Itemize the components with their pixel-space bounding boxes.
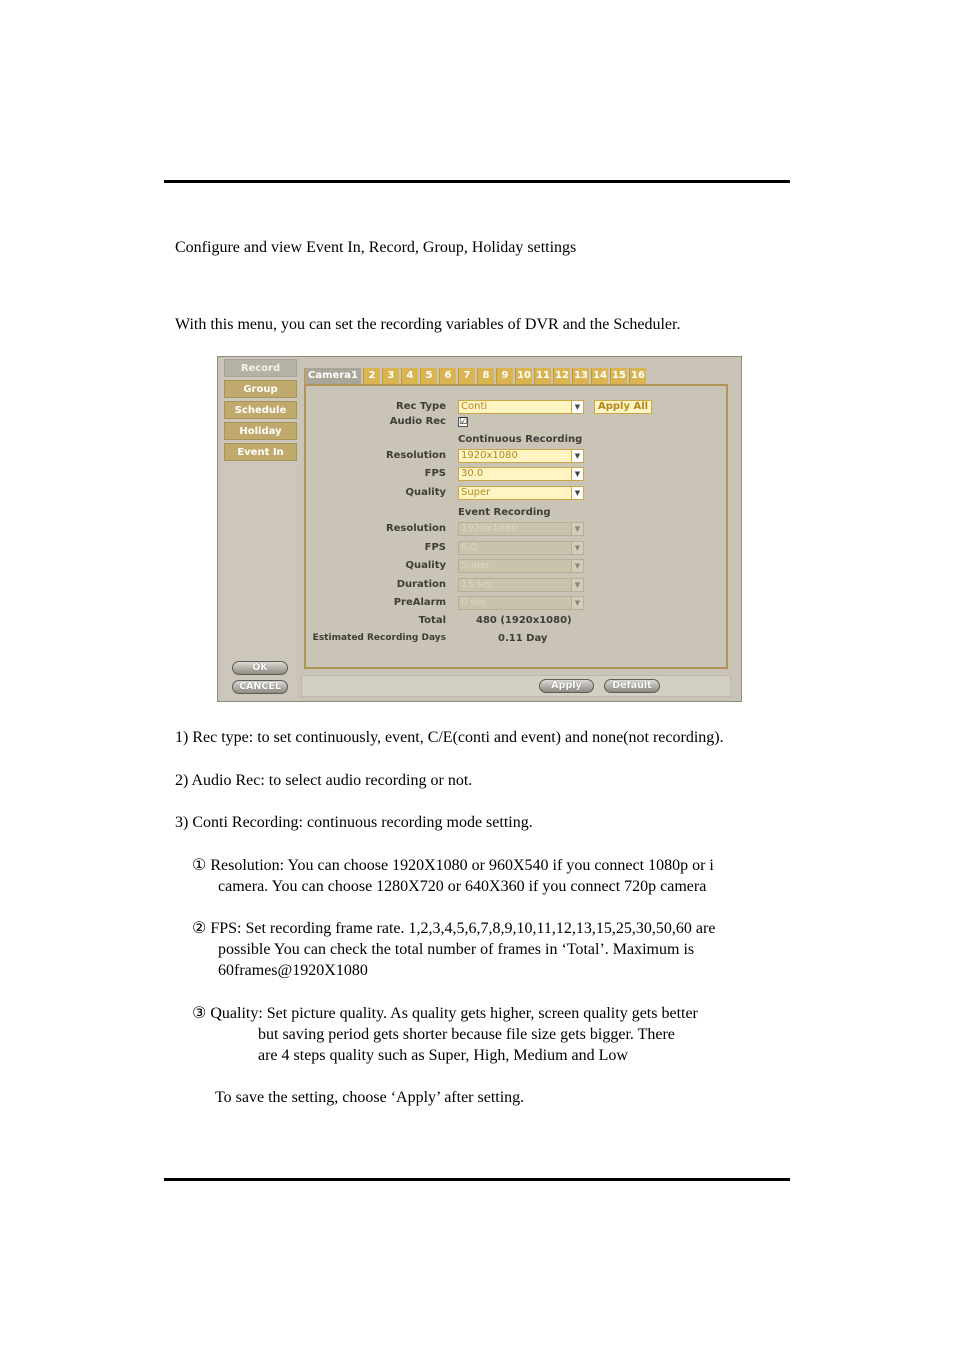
tab-camera-4[interactable]: 4 [401, 368, 418, 384]
resolution-line-2: camera. You can choose 1280X720 or 640X360 if you connect 720p camera [218, 878, 707, 895]
tab-camera-7[interactable]: 7 [458, 368, 475, 384]
event-recording-title: Event Recording [458, 507, 551, 518]
conti-fps-value: 30.0 [461, 468, 484, 479]
record-settings-screenshot [217, 356, 742, 702]
estimated-days-label: Estimated Recording Days [312, 633, 446, 643]
conti-fps-select[interactable] [458, 467, 584, 481]
bottom-rule [164, 1178, 790, 1181]
apply-button[interactable]: Apply [539, 679, 594, 693]
conti-resolution-select[interactable] [458, 449, 584, 463]
bottom-bar [301, 675, 731, 697]
total-label: Total [418, 615, 446, 626]
quality-line-1: ③ Quality: Set picture quality. As quality gets higher, screen quality gets better [192, 1005, 698, 1022]
rec-type-label: Rec Type [396, 401, 446, 412]
top-rule [164, 180, 790, 183]
fps-line-3: 60frames@1920X1080 [218, 962, 368, 979]
chevron-down-icon: ▼ [571, 450, 583, 462]
chevron-down-icon: ▼ [571, 523, 583, 535]
item-rec-type: 1) Rec type: to set continuously, event, C/E(conti and event) and none(not recording). [175, 729, 724, 746]
quality-line-3: are 4 steps quality such as Super, High, Medium and Low [258, 1047, 628, 1064]
intro-text: Configure and view Event In, Record, Group, Holiday settings [175, 239, 577, 256]
prealarm-select [458, 596, 584, 610]
continuous-recording-title: Continuous Recording [458, 434, 583, 445]
audio-rec-checkbox[interactable]: ☑ [459, 417, 468, 427]
fps-line-1: ② FPS: Set recording frame rate. 1,2,3,4,5,6,7,8,9,10,11,12,13,15,25,30,50,60 are [192, 920, 716, 937]
event-fps-value: 6.0 [461, 542, 477, 553]
save-note: To save the setting, choose ‘Apply’ after setting. [215, 1089, 525, 1106]
event-resolution-label: Resolution [385, 523, 446, 534]
sidebar-item-schedule[interactable]: Schedule [224, 401, 297, 419]
duration-label: Duration [396, 579, 446, 590]
tab-camera-11[interactable]: 11 [534, 368, 551, 384]
rec-type-select[interactable] [458, 400, 584, 414]
sidebar-item-record[interactable]: Record [224, 359, 297, 377]
audio-rec-label: Audio Rec [389, 416, 446, 427]
tab-camera-3[interactable]: 3 [382, 368, 399, 384]
settings-sidebar [222, 357, 297, 701]
tab-camera-5[interactable]: 5 [420, 368, 437, 384]
tab-camera-13[interactable]: 13 [572, 368, 589, 384]
tab-camera-12[interactable]: 12 [553, 368, 570, 384]
item-conti-recording: 3) Conti Recording: continuous recording mode setting. [175, 814, 533, 831]
sidebar-item-event-in[interactable]: Event In [224, 443, 297, 461]
prealarm-label: PreAlarm [393, 597, 446, 608]
chevron-down-icon: ▼ [571, 560, 583, 572]
chevron-down-icon: ▼ [571, 468, 583, 480]
ok-button[interactable]: OK [232, 661, 288, 675]
chevron-down-icon: ▼ [571, 487, 583, 499]
conti-quality-label: Quality [405, 487, 446, 498]
camera-settings-box [304, 384, 728, 669]
chevron-down-icon: ▼ [571, 579, 583, 591]
event-quality-value: Super [461, 560, 491, 571]
conti-resolution-label: Resolution [385, 450, 446, 461]
fps-line-2: possible You can check the total number of frames in ‘Total’. Maximum is [218, 941, 695, 958]
estimated-days-value: 0.11 Day [498, 633, 548, 644]
record-panel [301, 366, 738, 674]
sidebar-item-group[interactable]: Group [224, 380, 297, 398]
tab-camera-16[interactable]: 16 [629, 368, 646, 384]
event-quality-label: Quality [405, 560, 446, 571]
conti-quality-select[interactable] [458, 486, 584, 500]
chevron-down-icon: ▼ [571, 401, 583, 413]
tab-camera-15[interactable]: 15 [610, 368, 627, 384]
apply-all-button[interactable]: Apply All [594, 400, 652, 414]
event-fps-select [458, 541, 584, 555]
event-resolution-select [458, 522, 584, 536]
event-fps-label: FPS [424, 542, 446, 553]
event-resolution-value: 1920x1080 [461, 523, 518, 534]
sidebar-item-holiday[interactable]: Holiday [224, 422, 297, 440]
duration-value: 15 sec [461, 579, 494, 590]
tab-camera-14[interactable]: 14 [591, 368, 608, 384]
cancel-button[interactable]: CANCEL [232, 680, 288, 694]
chevron-down-icon: ▼ [571, 597, 583, 609]
chevron-down-icon: ▼ [571, 542, 583, 554]
tab-camera-10[interactable]: 10 [515, 368, 532, 384]
tab-camera-6[interactable]: 6 [439, 368, 456, 384]
default-button[interactable]: Default [604, 679, 660, 693]
conti-fps-label: FPS [424, 468, 446, 479]
total-value: 480 (1920x1080) [476, 615, 572, 626]
duration-select [458, 578, 584, 592]
rec-type-value: Conti [461, 401, 488, 412]
prealarm-value: 0 sec [461, 597, 488, 608]
resolution-line-1: ① Resolution: You can choose 1920X1080 or 960X540 if you connect 1080p or i [192, 857, 714, 874]
tab-camera-8[interactable]: 8 [477, 368, 494, 384]
subintro-text: With this menu, you can set the recording variables of DVR and the Scheduler. [175, 316, 681, 333]
conti-quality-value: Super [461, 487, 491, 498]
item-audio-rec: 2) Audio Rec: to select audio recording or not. [175, 772, 473, 789]
quality-line-2: but saving period gets shorter because file size gets bigger. There [258, 1026, 675, 1043]
tab-camera-9[interactable]: 9 [496, 368, 513, 384]
tab-camera-2[interactable]: 2 [363, 368, 380, 384]
event-quality-select [458, 559, 584, 573]
conti-resolution-value: 1920x1080 [461, 450, 518, 461]
tab-camera1[interactable]: Camera1 [304, 368, 361, 384]
